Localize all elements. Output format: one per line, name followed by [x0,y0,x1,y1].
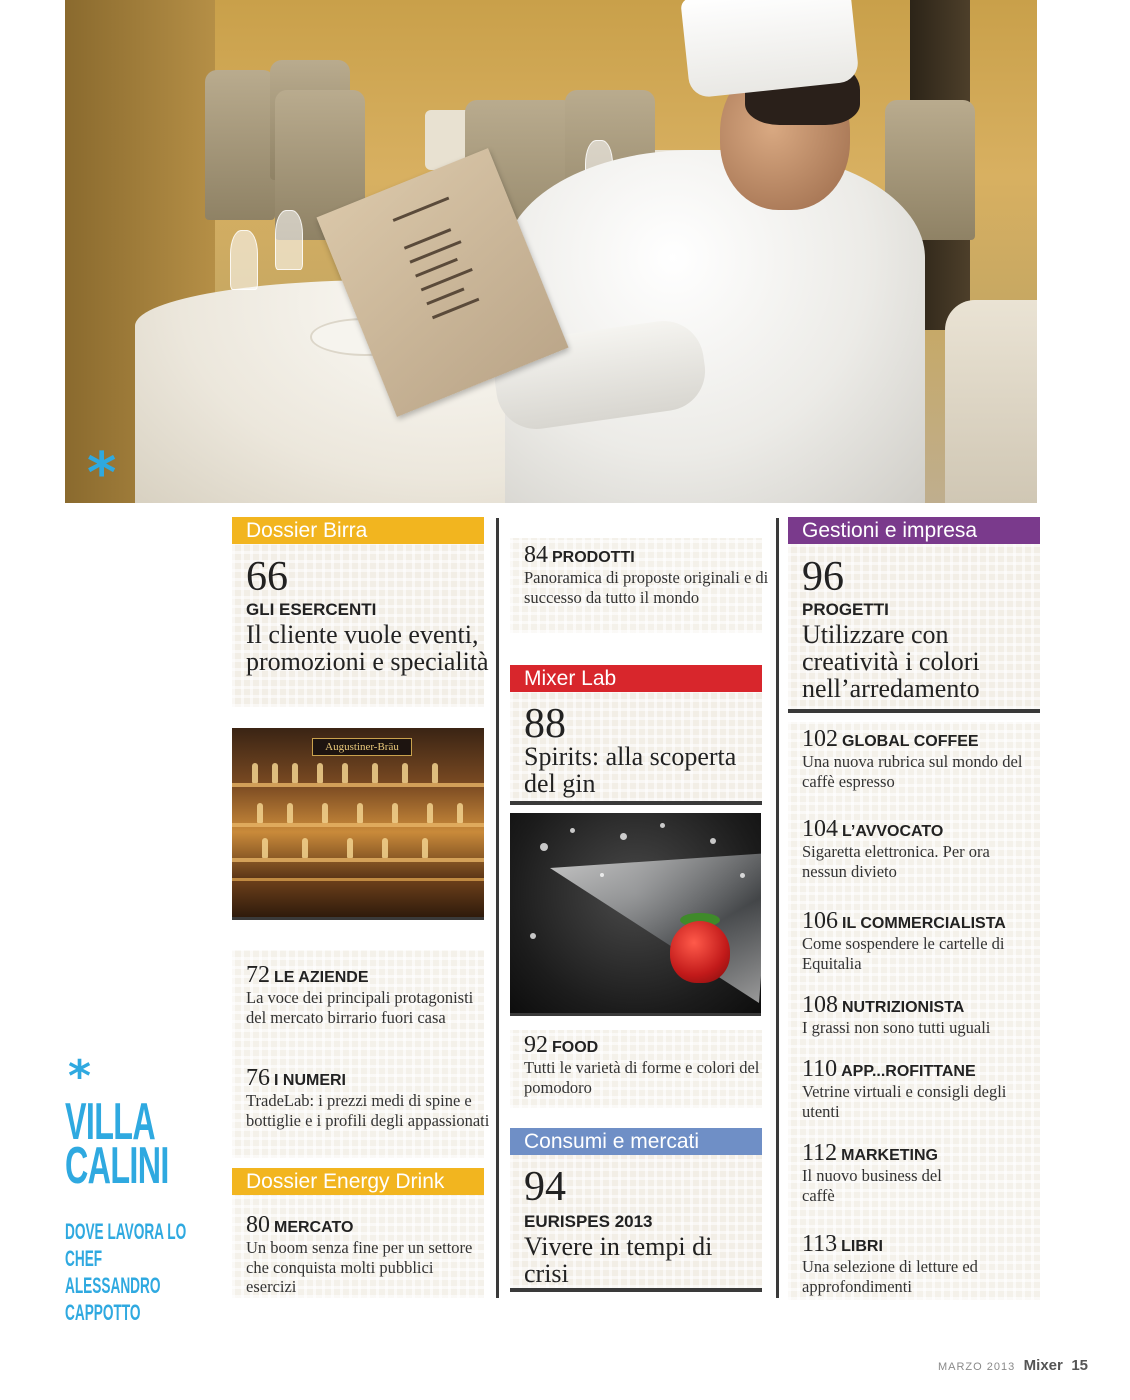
item-label: I NUMERI [274,1072,346,1089]
asterisk-icon: * [87,441,117,503]
bar-photo [232,728,484,920]
item-description: La voce dei principali protagonisti del mercato birrario fuori casa [246,988,474,1027]
item-page-number: 102 [802,726,838,752]
item-description: Tutti le varietà di forme e colori del pomodoro [524,1058,760,1097]
section-banner-consumi: Consumi e mercati [510,1128,762,1155]
item-page-number: 92 [524,1032,548,1058]
page-footer [938,1357,1088,1375]
list-item [802,816,1002,881]
item-label: MERCATO [274,1219,354,1236]
item-page-number: 76 [246,1065,270,1091]
item-label: FOOD [552,1039,599,1056]
feature-page-number: 96 [802,554,844,600]
magazine-name: Mixer [1023,1357,1063,1374]
bar-sign: Augustiner-Bräu [312,738,412,756]
list-item [524,542,769,607]
item-label: IL COMMERCIALISTA [842,915,1006,932]
photo-glass [275,210,303,270]
section-banner-dossier-birra: Dossier Birra [232,517,484,544]
list-item [802,1140,967,1205]
feature-page-number: 88 [524,701,566,747]
photo-chef-jacket [505,150,925,503]
photo-caption-subtitle: DOVE LAVORA LO CHEF ALESSANDRO CAPPOTTO [65,1219,187,1325]
item-page-number: 104 [802,816,838,842]
photo-caption-title: VILLA CALINI [65,1093,169,1195]
item-description: Come sospendere le cartelle di Equitalia [802,934,1005,973]
list-item [802,908,1037,973]
column-divider [496,518,499,1298]
cocktail-glass [550,853,761,1003]
issue-date: MARZO 2013 [937,1361,1016,1373]
section-banner-mixer-lab: Mixer Lab [510,665,762,692]
cocktail-photo [510,813,761,1016]
section-banner-dossier-energy: Dossier Energy Drink [232,1168,484,1195]
list-item [524,1032,769,1097]
feature-page-number: 66 [246,554,288,600]
feature-kicker: PROGETTI [802,600,889,619]
feature-kicker: GLI ESERCENTI [246,600,377,619]
item-description: TradeLab: i prezzi medi di spine e bottiglie e i profili degli appassionati [246,1091,490,1130]
item-page-number: 84 [524,542,548,568]
list-item [246,1212,476,1297]
list-item [246,962,491,1027]
photo-chair [945,300,1037,503]
list-item [802,726,1047,791]
hero-photo [65,0,1037,503]
page-number: 15 [1071,1357,1088,1374]
item-description: Un boom senza fine per un settore che conquista molti pubblici esercizi [246,1238,473,1296]
list-item [802,1056,1027,1121]
item-page-number: 72 [246,962,270,988]
item-description: I grassi non sono tutti uguali [802,1018,991,1037]
section-banner-gestioni: Gestioni e impresa [788,517,1040,544]
feature-kicker: EURISPES 2013 [524,1212,653,1231]
item-description: Una selezione di letture ed approfondimenti [802,1257,978,1296]
item-page-number: 108 [802,992,838,1018]
item-page-number: 113 [802,1231,838,1257]
list-item [246,1065,491,1130]
item-page-number: 110 [802,1056,838,1082]
bar-counter [232,878,484,920]
item-label: LIBRI [841,1238,883,1255]
list-item [802,992,1042,1038]
item-label: PRODOTTI [552,549,635,566]
feature-headline: Spirits: alla scoperta del gin [524,742,737,798]
item-description: Una nuova rubrica sul mondo del caffè espresso [802,752,1023,791]
feature-headline: Il cliente vuole eventi, promozioni e specialità [246,620,489,676]
item-label: LE AZIENDE [274,969,369,986]
strawberry [670,921,730,983]
list-item [802,1231,1012,1296]
item-description: Sigaretta elettronica. Per ora nessun divieto [802,842,990,881]
feature-headline: Utilizzare con creatività i colori nell’arredamento [802,620,980,703]
feature-headline: Vivere in tempi di crisi [524,1232,713,1288]
item-label: APP...ROFITTANE [841,1063,976,1080]
item-description: Il nuovo business del caffè [802,1166,942,1205]
item-page-number: 80 [246,1212,270,1238]
feature-page-number: 94 [524,1164,566,1210]
item-label: GLOBAL COFFEE [842,733,979,750]
item-page-number: 112 [802,1140,838,1166]
item-page-number: 106 [802,908,838,934]
item-label: L’AVVOCATO [842,823,944,840]
item-label: MARKETING [841,1147,938,1164]
item-label: NUTRIZIONISTA [842,999,965,1016]
column-divider [776,518,779,1298]
item-description: Vetrine virtuali e consigli degli utenti [802,1082,1007,1121]
photo-chair [205,70,275,220]
item-description: Panoramica di proposte originali e di successo da tutto il mondo [524,568,769,607]
photo-glass [230,230,258,290]
asterisk-icon: * [68,1051,92,1102]
